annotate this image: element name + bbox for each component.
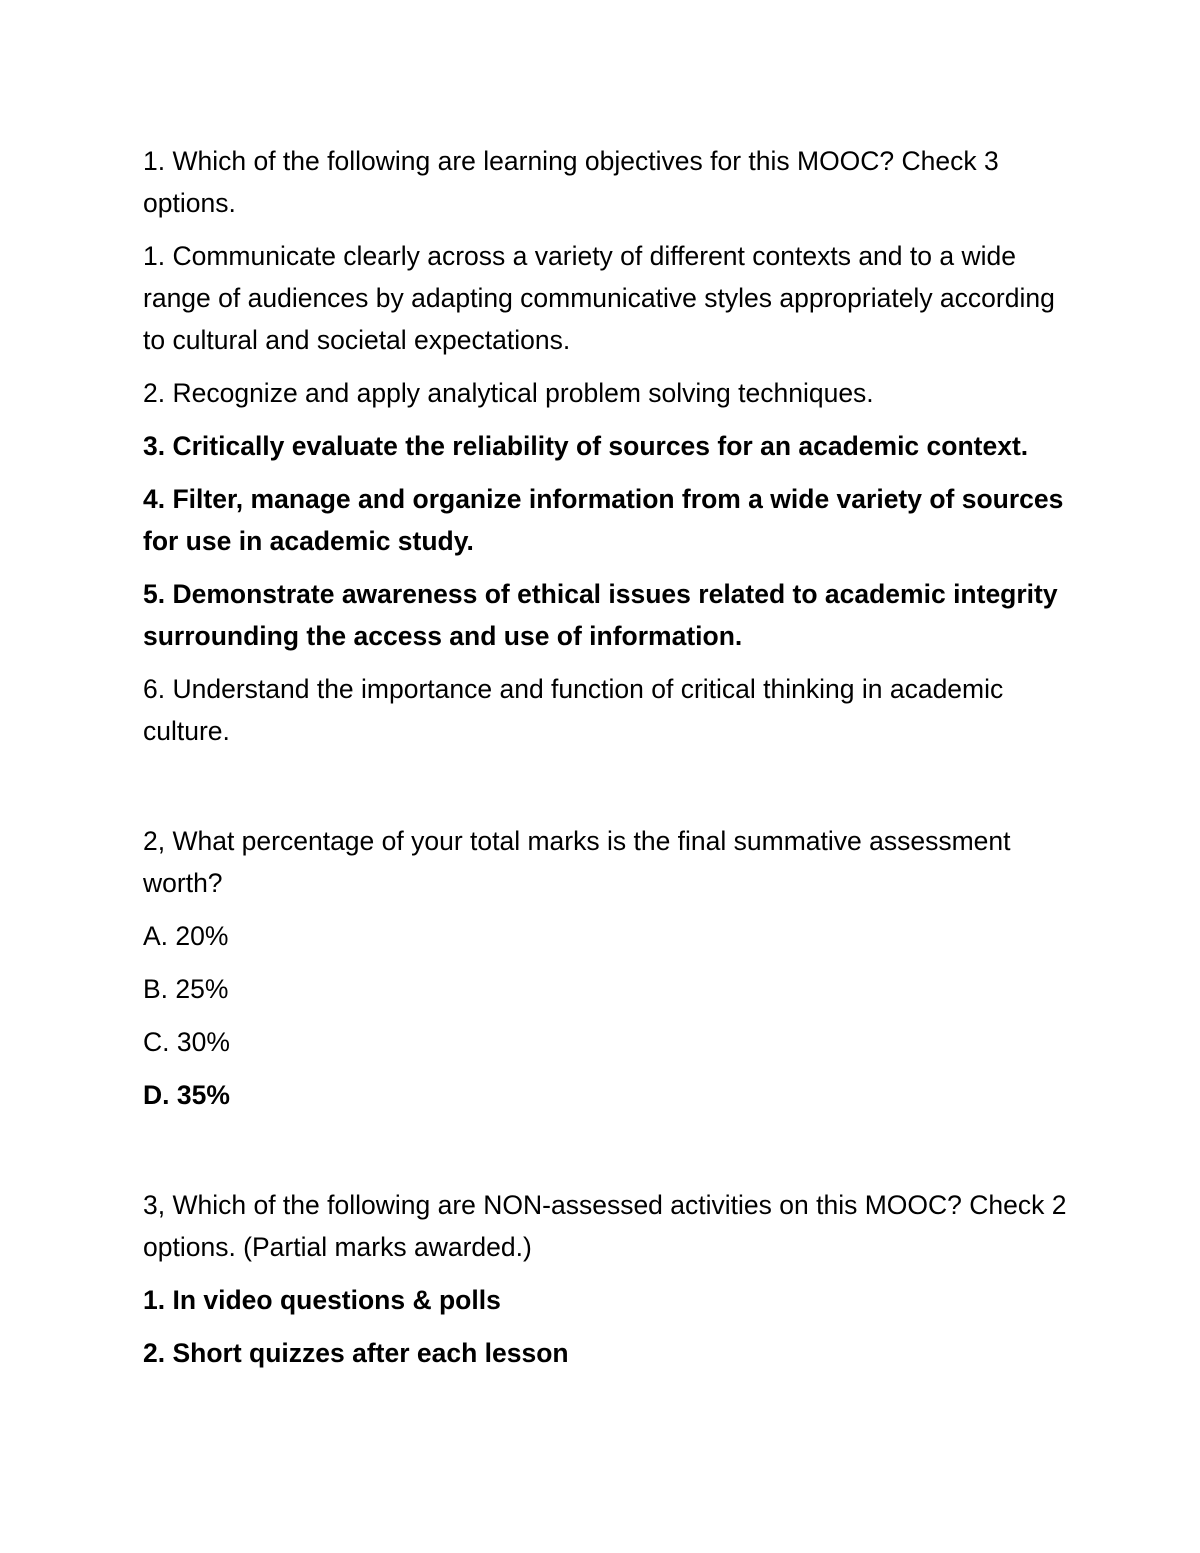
question-2-option-d-answer: D. 35% [143,1080,230,1110]
question-2-option-b: B. 25% [143,974,229,1004]
question-3-option-1-answer: 1. In video questions & polls [143,1285,501,1315]
question-1-option-2: 2. Recognize and apply analytical problem solving techniques. [143,378,874,408]
question-1-option-6: 6. Understand the importance and function of critical thinking in academic culture. [143,674,1004,746]
question-1-prompt: 1. Which of the following are learning objectives for this MOOC? Check 3 options. [143,146,999,218]
question-1-option-1: 1. Communicate clearly across a variety of different contexts and to a wide range of audiences by adapting communicative styles appropriately according to cultural and societal expectations. [143,241,1055,355]
question-3 [143,1184,1073,1374]
question-3-option-2-answer: 2. Short quizzes after each lesson [143,1338,569,1368]
question-2-option-a: A. 20% [143,921,229,951]
question-2-option-c: C. 30% [143,1027,230,1057]
question-1-option-5-answer: 5. Demonstrate awareness of ethical issues related to academic integrity surrounding the access and use of information. [143,579,1058,651]
question-2 [143,820,1073,1116]
question-2-prompt: 2, What percentage of your total marks is the final summative assessment worth? [143,826,1011,898]
question-1-option-4-answer: 4. Filter, manage and organize information from a wide variety of sources for use in academic study. [143,484,1064,556]
question-1-option-3-answer: 3. Critically evaluate the reliability of sources for an academic context. [143,431,1029,461]
question-1 [143,140,1073,752]
document-content [143,140,1073,1385]
question-3-prompt: 3, Which of the following are NON-assessed activities on this MOOC? Check 2 options. (Partial marks awarded.) [143,1190,1067,1262]
question-spacer [143,1127,1073,1184]
question-spacer [143,763,1073,820]
